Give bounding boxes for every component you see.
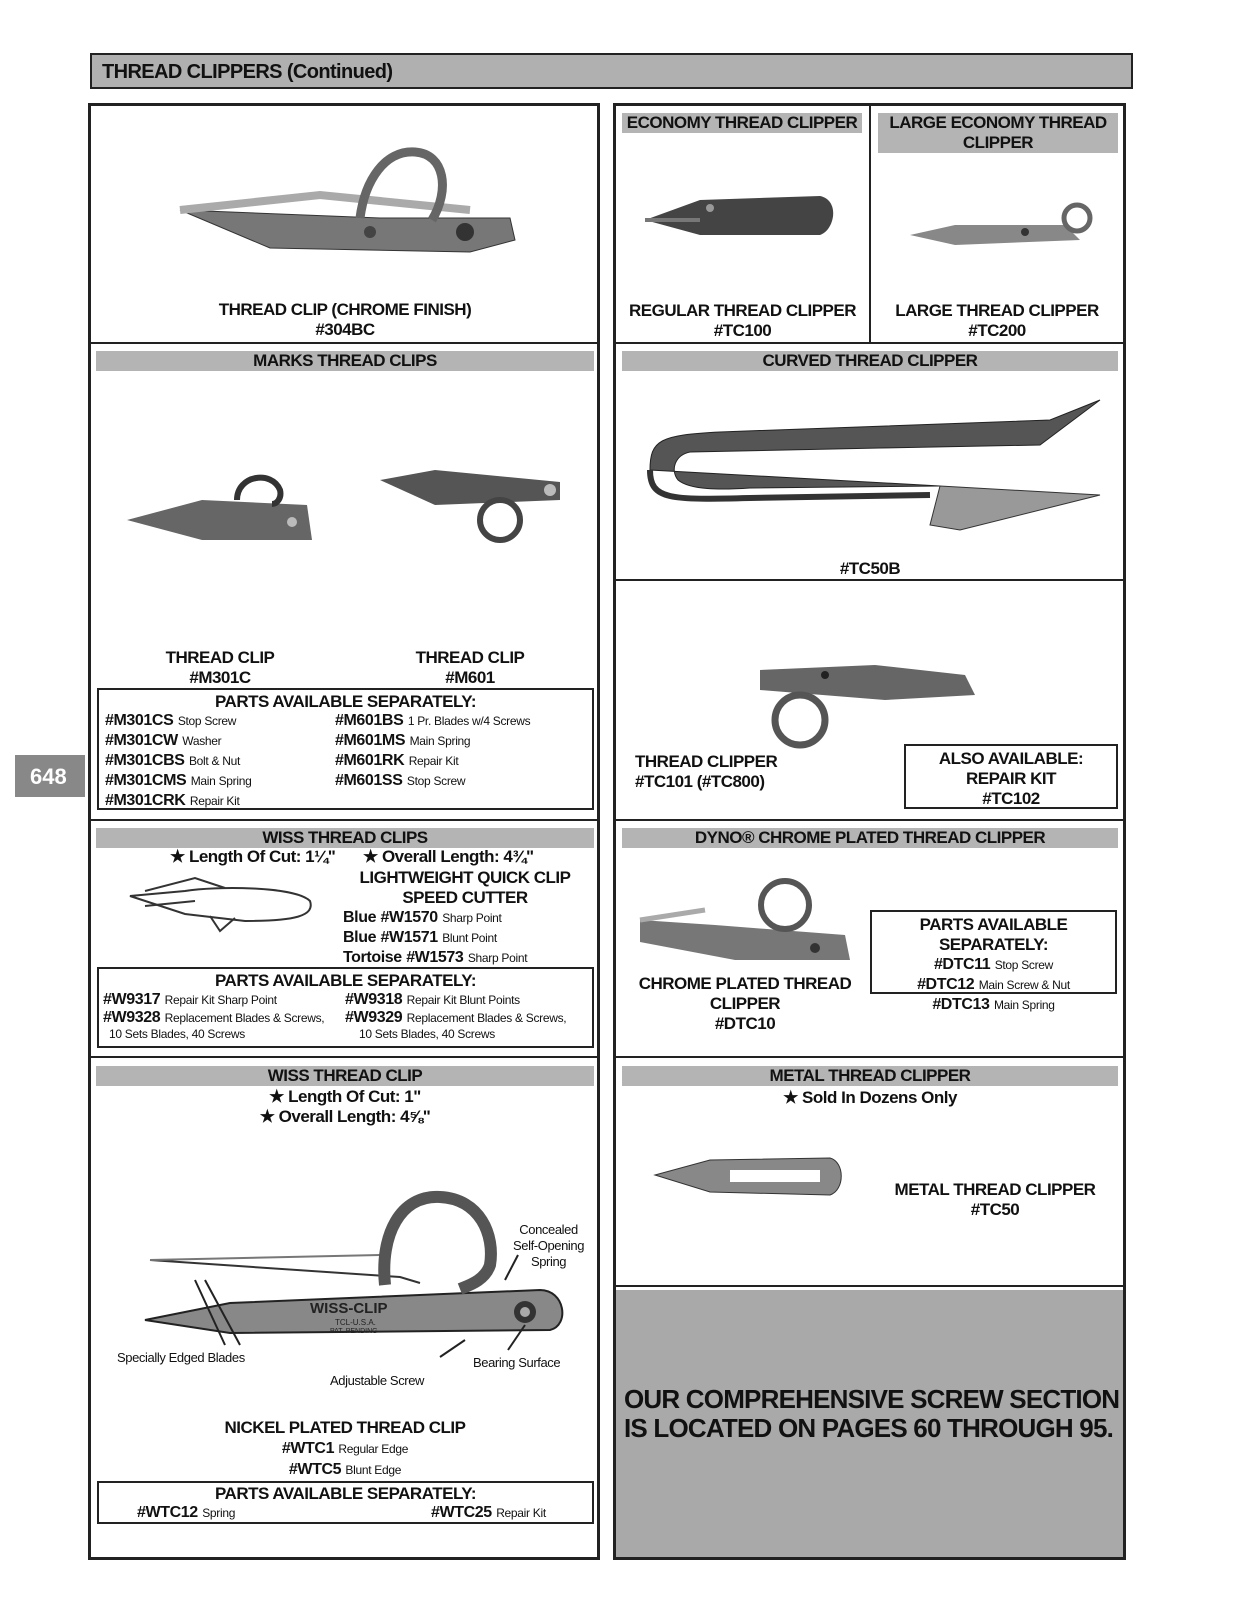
also-sku: #TC102 xyxy=(982,789,1040,808)
product-name: THREAD CLIPPER xyxy=(635,752,778,771)
part-desc: Spring xyxy=(202,1506,236,1520)
part-desc: 10 Sets Blades, 40 Screws xyxy=(359,1027,495,1041)
part-code: #W9329 xyxy=(345,1009,403,1026)
header-text: LARGE ECONOMY THREAD CLIPPER xyxy=(889,113,1107,152)
large-economy-caption xyxy=(872,301,1122,341)
part-code: #M301CMS xyxy=(105,772,187,789)
part-desc: Washer xyxy=(182,734,222,748)
part-code: #DTC13 xyxy=(932,996,990,1013)
callout-text: Concealed xyxy=(519,1222,578,1237)
variant-color: Blue xyxy=(343,909,377,926)
product-name: REGULAR THREAD CLIPPER xyxy=(628,301,856,320)
part-desc: Replacement Blades & Screws, xyxy=(164,1011,325,1025)
product-name: NICKEL PLATED THREAD CLIP xyxy=(224,1418,466,1437)
part-desc: Repair Kit Blunt Points xyxy=(406,993,520,1007)
callout-screw: Adjustable Screw xyxy=(330,1373,425,1388)
tc101-also-available-box xyxy=(904,744,1118,809)
variant-desc: Sharp Point xyxy=(467,951,528,965)
product-sku: #TC100 xyxy=(713,321,772,340)
product-sku: #M601 xyxy=(445,668,495,687)
product-sku: #TC50 xyxy=(970,1200,1020,1219)
thread-clip-m301c-image xyxy=(122,470,322,550)
product-name: THREAD CLIP xyxy=(165,648,275,667)
part-code: #DTC11 xyxy=(933,956,991,973)
wiss-clips-header: WISS THREAD CLIPS xyxy=(96,828,594,848)
spec-length: ★ Length Of Cut: 1" xyxy=(269,1087,421,1106)
page-number-tab xyxy=(15,755,85,797)
part-code: #M301CRK xyxy=(105,792,186,809)
product-name: CLIPPER xyxy=(709,994,781,1013)
part-code: #M601SS xyxy=(335,772,403,789)
divider xyxy=(616,819,1123,821)
divider xyxy=(91,1056,597,1058)
part-code: #M601RK xyxy=(335,752,405,769)
product-name: CHROME PLATED THREAD xyxy=(638,974,852,993)
divider xyxy=(869,106,871,342)
regular-thread-clipper-image xyxy=(640,190,840,250)
callout-bearing: Bearing Surface xyxy=(473,1355,561,1370)
variant-desc: Regular Edge xyxy=(338,1442,409,1456)
dyno-parts-box xyxy=(870,910,1117,1013)
callout-blades: Specially Edged Blades xyxy=(117,1350,245,1365)
thread-clip-chrome-caption xyxy=(95,300,595,340)
wiss-clips-parts-box xyxy=(97,967,594,1048)
metal-caption xyxy=(880,1180,1110,1220)
part-desc: Main Spring xyxy=(993,998,1055,1012)
part-code: #W9328 xyxy=(103,1009,161,1026)
engraving-text: PAT. PENDING xyxy=(330,1328,378,1335)
callout-spring xyxy=(513,1222,584,1270)
wiss-clips-desc xyxy=(340,868,590,908)
part-code: #M301CBS xyxy=(105,752,185,769)
variant-desc: Blunt Point xyxy=(442,931,497,945)
part-desc: Repair Kit xyxy=(496,1506,546,1520)
product-sku: #DTC10 xyxy=(714,1014,776,1033)
economy-header: ECONOMY THREAD CLIPPER xyxy=(622,113,862,133)
screw-section-notice xyxy=(616,1290,1123,1557)
variant-desc: Sharp Point xyxy=(442,911,502,925)
product-name: THREAD CLIP (CHROME FINISH) xyxy=(218,300,472,319)
part-desc: Repair Kit xyxy=(189,794,240,808)
part-desc: Stop Screw xyxy=(994,958,1054,972)
metal-header: METAL THREAD CLIPPER xyxy=(622,1066,1118,1086)
marks-parts-left xyxy=(105,711,251,811)
part-desc: Main Screw & Nut xyxy=(978,978,1070,992)
part-desc: Bolt & Nut xyxy=(188,754,240,768)
part-desc: Repair Kit Sharp Point xyxy=(164,993,277,1007)
part-code: #M601BS xyxy=(335,712,404,729)
product-sku: #TC101 (#TC800) xyxy=(635,772,765,791)
variant-code: #W1571 xyxy=(380,929,438,946)
thread-clipper-tc101-image xyxy=(755,650,985,750)
parts-title: PARTS AVAILABLE SEPARATELY: xyxy=(214,692,477,711)
variant-color: Tortoise xyxy=(343,949,402,966)
page-title: THREAD CLIPPERS (Continued) xyxy=(102,61,393,83)
wiss-clip-caption xyxy=(96,1418,594,1480)
part-code: #M301CW xyxy=(105,732,178,749)
metal-thread-clipper-image xyxy=(650,1150,845,1205)
large-thread-clipper-image xyxy=(905,200,1100,255)
divider xyxy=(616,342,1123,344)
divider xyxy=(91,342,597,344)
part-code: #DTC12 xyxy=(917,976,975,993)
large-economy-header xyxy=(878,113,1118,153)
wiss-clip-parts-box xyxy=(97,1481,594,1524)
marks-item1-caption xyxy=(140,648,300,688)
divider xyxy=(616,1285,1123,1287)
page-number: 648 xyxy=(30,764,67,789)
chrome-plated-thread-clipper-image xyxy=(635,880,860,970)
divider xyxy=(616,1056,1123,1058)
part-code: #WTC25 xyxy=(431,1504,492,1521)
engraving-text: WISS-CLIP xyxy=(310,1300,388,1317)
parts-title: PARTS AVAILABLE SEPARATELY: xyxy=(919,915,1068,954)
part-desc: Main Spring xyxy=(190,774,252,788)
marks-header: MARKS THREAD CLIPS xyxy=(96,351,594,371)
dyno-header: DYNO® CHROME PLATED THREAD CLIPPER xyxy=(622,828,1118,848)
also-title: ALSO AVAILABLE: xyxy=(938,749,1084,768)
nickel-plated-thread-clip-image xyxy=(140,1185,580,1355)
part-desc: Repair Kit xyxy=(408,754,459,768)
variant-color: Blue xyxy=(343,929,377,946)
marks-parts-right xyxy=(335,711,530,791)
wiss-clip-specs xyxy=(96,1087,594,1127)
wiss-quick-clip-image xyxy=(125,866,320,936)
marks-item2-caption xyxy=(390,648,550,688)
part-desc: Stop Screw xyxy=(177,714,237,728)
product-sku: #M301C xyxy=(189,668,251,687)
metal-note: ★ Sold In Dozens Only xyxy=(783,1088,957,1107)
divider xyxy=(616,579,1123,581)
product-name: LARGE THREAD CLIPPER xyxy=(895,301,1099,320)
desc-line: LIGHTWEIGHT QUICK CLIP xyxy=(359,868,571,887)
thread-clip-m601-image xyxy=(375,460,570,550)
curved-sku: #TC50B xyxy=(839,559,901,578)
variant-code: #WTC1 xyxy=(281,1440,335,1457)
part-code: #WTC12 xyxy=(137,1504,198,1521)
marks-parts-box xyxy=(97,688,594,810)
part-desc: Main Spring xyxy=(409,734,471,748)
part-code: #M601MS xyxy=(335,732,406,749)
part-code: #W9317 xyxy=(103,991,161,1008)
part-desc: Stop Screw xyxy=(406,774,466,788)
notice-line: OUR COMPREHENSIVE SCREW SECTION xyxy=(624,1384,1120,1414)
variant-code: #W1573 xyxy=(406,949,464,966)
wiss-clips-length: ★ Length Of Cut: 1¼" xyxy=(170,847,336,866)
spec-overall: ★ Overall Length: 4⅝" xyxy=(259,1107,431,1126)
desc-line: SPEED CUTTER xyxy=(402,888,528,907)
parts-title: PARTS AVAILABLE SEPARATELY: xyxy=(214,1484,477,1503)
callout-text: Spring xyxy=(530,1254,567,1269)
product-name: THREAD CLIP xyxy=(415,648,525,667)
wiss-parts-right xyxy=(345,991,566,1042)
curved-header: CURVED THREAD CLIPPER xyxy=(622,351,1118,371)
parts-title: PARTS AVAILABLE SEPARATELY: xyxy=(214,971,477,990)
wiss-clips-overall: ★ Overall Length: 4¾" xyxy=(363,847,534,866)
engraving-text: TCL-U.S.A. xyxy=(335,1318,376,1327)
wiss-clips-variants xyxy=(343,908,527,968)
wiss-parts-left xyxy=(103,991,324,1042)
product-name: METAL THREAD CLIPPER xyxy=(894,1180,1096,1199)
notice-line: IS LOCATED ON PAGES 60 THROUGH 95. xyxy=(624,1413,1114,1443)
tc101-caption xyxy=(635,752,777,792)
part-code: #M301CS xyxy=(105,712,174,729)
part-desc: 1 Pr. Blades w/4 Screws xyxy=(407,714,531,728)
part-desc: 10 Sets Blades, 40 Screws xyxy=(109,1027,245,1041)
part-desc: Replacement Blades & Screws, xyxy=(406,1011,567,1025)
variant-code: #WTC5 xyxy=(288,1461,342,1478)
thread-clip-chrome-image xyxy=(170,140,530,270)
part-code: #W9318 xyxy=(345,991,403,1008)
callout-text: Self-Opening xyxy=(513,1238,585,1253)
variant-desc: Blunt Edge xyxy=(345,1463,402,1477)
variant-code: #W1570 xyxy=(380,909,438,926)
curved-thread-clipper-image xyxy=(630,390,1110,550)
page-title-bar xyxy=(90,53,1133,89)
divider xyxy=(91,819,597,821)
product-sku: #304BC xyxy=(315,320,375,339)
wiss-clip-header: WISS THREAD CLIP xyxy=(96,1066,594,1086)
economy-caption xyxy=(620,301,865,341)
product-sku: #TC200 xyxy=(968,321,1026,340)
also-name: REPAIR KIT xyxy=(965,769,1057,788)
dyno-caption xyxy=(635,974,855,1034)
